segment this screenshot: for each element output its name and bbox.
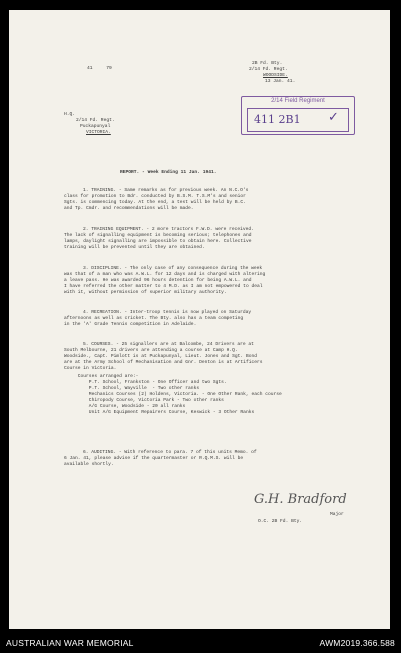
text-line: 2. TRAINING EQUIPMENT. - 2 more tractors F.W.D. were received. [83,227,254,232]
text-line: 1. TRAINING. - Same remarks as for previous week. An N.C.O's [83,188,249,193]
check-mark-icon: ✓ [328,110,339,125]
report-title: REPORT. - Week Ending 11 Jan. 1941. [120,170,217,175]
text-line: afternoons as well as cricket. The Bty. also has a team competing [64,316,244,321]
text-line: Mechanics Courses (2) Holdens, Victoria. - One Other Rank, each course [64,392,282,397]
text-line: in the 'A' Grade Tennis competition in Adelaide. [64,322,197,327]
regiment-stamp [241,96,355,135]
header-line: WOODSIDE. [263,73,288,78]
addressee-line: VICTORIA. [86,130,111,135]
text-line: South Melbourne, 21 drivers are attending a course at Camp H.Q. [64,348,238,353]
text-line: Course in Victoria. [64,366,117,371]
text-line: The lack of signalling equipment is becoming serious; telephones and [64,233,252,238]
text-line: a leave pass. He was awarded 96 hours detention for being A.W.L. and [64,278,252,283]
text-line: available shortly. [64,462,114,467]
text-line: was that of a man who was A.W.L. for 12 days and is charged with altering [64,272,266,277]
text-line: Unit A/G Equipment Repairers Course, Keswick - 3 Other Ranks [64,410,255,415]
text-line: class for promotion to Bdr. conducted by B.S.M. T.S.M's and senior [64,194,246,199]
text-line: and Tp. Cmdr. and recommendations will be made. [64,206,194,211]
text-line: 3. DISCIPLINE. - The only case of any consequence during the week [83,266,263,271]
stamp-number: 411 2B1 [254,113,301,126]
sign-title: O.C. 2B Fd. Bty. [258,519,303,524]
text-line: with it, without permission of superior military authority. [64,290,227,295]
text-line: lamps, daylight signalling are impossible to obtain here. Collective [64,239,252,244]
stamp-title: 2/14 Field Regiment [271,98,325,104]
text-line: A/G Course, Woodside - 20 all ranks [64,404,186,409]
text-line: 6 Jan. 41, please advise if the quartermaster or R.Q.M.S. will be [64,456,244,461]
text-line: Chiropody Course, Victoria Park - Two other ranks [64,398,224,403]
text-line: training will be prevented until they are obtained. [64,245,205,250]
header-line: 2B Fd. Bty. [252,61,283,66]
text-line: are at the Army School of Mechanisation and Gnr. Denton is at Artificers [64,360,263,365]
footer-right: AWM2019.366.588 [319,638,395,648]
addressee-line: 2/14 Fd. Regt. [76,118,115,123]
header-line: 2/14 Fd. Regt. [249,67,288,72]
text-line: I have referred the other matter to 4 M.D. as I am not empowered to deal [64,284,263,289]
signature: G.H. Bradford [254,492,347,507]
footer-left: AUSTRALIAN WAR MEMORIAL [6,638,134,648]
text-line: 6. AUDITING. - With reference to para. 7 of this units Memo. of [83,450,257,455]
stamp-inner-box [247,108,349,132]
sign-rank: Major [330,512,344,517]
top-left-numbers: 41 79 [87,66,112,71]
text-line: Courses arranged are:- [64,374,139,379]
text-line: 4. RECREATION. - Inter-troop tennis is now played on Saturday [83,310,252,315]
header-line: 13 Jan. 41. [265,79,296,84]
text-line: P.T. School, Frankston - One Officer and two Sgts. [64,380,227,385]
text-line: Woodside., Capt. Pimlott is at Puckapunyal, Lieut. Jones and Sgt. Bond [64,354,257,359]
addressee-line: H.Q. [64,112,76,117]
text-line: Sgts. is commencing today. At the end, a test will be held by B.C. [64,200,246,205]
addressee-line: Puckapunyal [80,124,111,129]
text-line: P.T. School, Wayville - Two other ranks [64,386,200,391]
text-line: 5. COURSES. - 25 signallers are at Balcombe, 24 Drivers are at [83,342,254,347]
